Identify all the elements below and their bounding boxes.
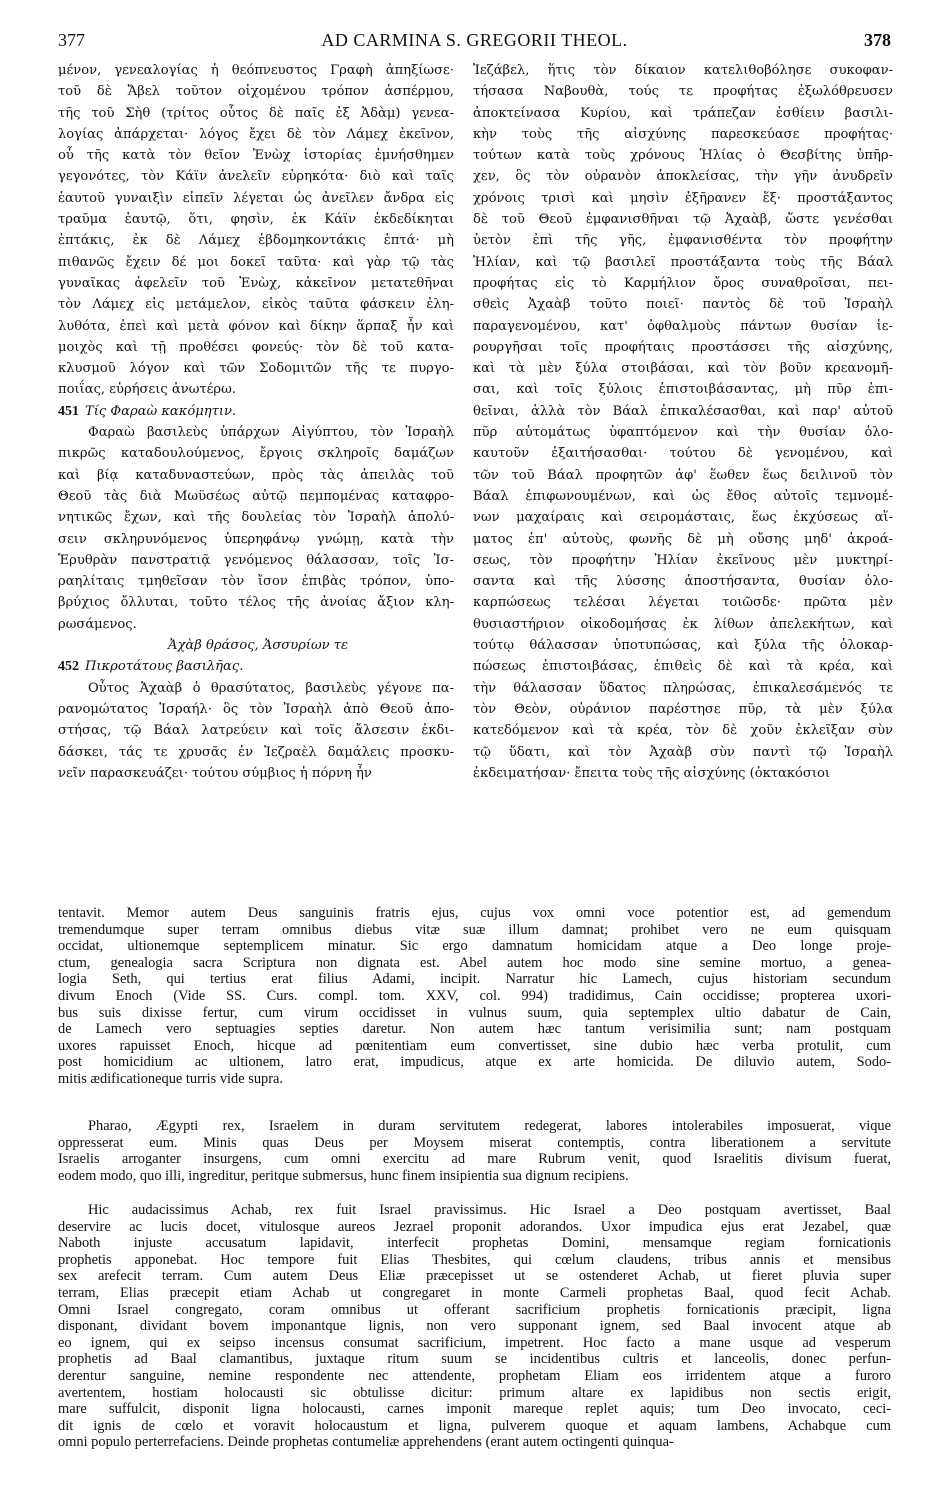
latin-paragraph-2 — [58, 1118, 891, 1184]
greek-column-right — [473, 60, 893, 784]
text-line: ἐκδειματήσαν· ἔπειτα τοὺς τῆς αἰσχύνης (ὀκτακόσιοι — [473, 765, 831, 781]
text-line: γεγονότες, τὸν Κάϊν ἀνελεῖν εὑρηκότα· διὸ καὶ ταῖς — [58, 169, 454, 185]
text-line: γυναῖκας ἀφελεῖν τοῦ Ἐνὼχ, κἀκεῖνον μετατεθῆναι — [58, 275, 454, 291]
text-line: terram, Elias præcepit etiam Achab ut congregaret in monte Carmeli prophetas Baal, quod fecit Achab. — [58, 1284, 891, 1301]
text-line: χεν, ὃς τὸν οὐρανὸν ἀποκλείσας, τὴν γῆν ἀνυδρεῖν — [473, 169, 893, 185]
text-line: prophetis ad Baal clamantibus, juxtaque ritum suum se incidentibus cultris et lanceolis, donec perfun- — [58, 1351, 891, 1368]
greek-paragraph — [58, 422, 454, 635]
text-line: post homicidium ac ultionem, latro erat, impudicus, atque ex arte homicida. De diluvio autem, Sodo- — [58, 1054, 891, 1071]
text-line: λυθότα, ἐπεὶ καὶ μετὰ φόνον καὶ δίκην ἅρπαξ ἦν καὶ — [58, 318, 454, 334]
text-line: κλυσμοῦ λόγον καὶ τῶν Σοδομιτῶν τῆς τε πυργο- — [58, 361, 454, 377]
text-line: νεῖν παρασκευάζει· τούτου σύμβιος ἡ πόρνη ἦν — [58, 765, 372, 781]
text-line: τραῦμα ἑαυτῷ, ὅτι, φησὶν, ἐκ Κάϊν ἐκδεδίκηται — [58, 212, 454, 228]
text-line: Φαραὼ βασιλεὺς ὑπάρχων Αἰγύπτου, τὸν Ἰσραὴλ — [88, 425, 454, 441]
text-line: Ἠλίαν, καὶ τῷ βασιλεῖ προστάξαντα τοὺς τῆς Βάαλ — [473, 254, 893, 270]
text-line: σαντα καὶ τῆς λύσσης ἀποστήσαντα, θυσίαν ὁλο- — [473, 574, 893, 590]
text-line: mare suffulcit, disponit ligna holocausti, carnes imponit mareque replet aquis; tum Deo invocato, ceci- — [58, 1401, 891, 1418]
text-line: eo ignem, qui ex seipso incensus consumat sacrificium, impetrent. Hoc facto a mane usque ad vesperum — [58, 1334, 891, 1351]
running-title: AD CARMINA S. GREGORII THEOL. — [321, 30, 628, 50]
text-line: σαι, καὶ τοῖς ξύλοις ἐπιστοιβάσαντας, μὴ πῦρ ἐπι- — [473, 382, 893, 398]
text-line: σειν σκληρυνόμενος ὑπερηφάνῳ γνώμῃ, κατὰ τὴν — [58, 531, 454, 547]
page-number-left: 377 — [58, 30, 85, 50]
text-line: τῷ ὕδατι, καὶ τὸν Ἀχαὰβ σὺν παντὶ τῷ Ἰσραὴλ — [473, 744, 893, 760]
text-line: avertentem, hostiam holocausti sic obtulisse dicitur: primum altare ex lapidibus non sectis erigit, — [58, 1384, 891, 1401]
text-line: dit ignis de cœlo et voravit holocaustum et ligna, pulverem quoque et aquam lambens, Achabque cum — [58, 1417, 891, 1434]
text-line: στήσας, τῷ Βάαλ λατρεύειν καὶ τοῖς ἄλσεσιν ἐκδι- — [58, 723, 454, 739]
text-line: deservire ac lucis docet, vitulosque aureos Jezrael proponit adorandos. Uxor impudica ejus erat Jezabel, quæ — [58, 1218, 891, 1235]
text-line: ποιΐας, εὑρήσεις ἀνωτέρω. — [58, 382, 236, 398]
text-line: Naboth injuste accusatum lapidavit, interfecit prophetas Domini, mensamque regiam fornicationis — [58, 1235, 891, 1252]
text-line: Οὗτος Ἀχαὰβ ὁ θρασύτατος, βασιλεὺς γέγονε πα- — [88, 680, 454, 696]
text-line: πιθανῶς ἔχειν δέ μοι δοκεῖ ταῦτα· καὶ γὰρ τῷ τὰς — [58, 254, 454, 270]
latin-paragraph-1 — [58, 905, 891, 1088]
text-line: τὴν θάλασσαν ὕδατος πληρώσας, ἐπικαλεσάμενός τε — [473, 680, 893, 696]
text-line: κατεδόμενον καὶ τὰ κρέα, τὸν δὲ χοῦν ἐκλεῖξαν σὺν — [473, 723, 893, 739]
text-line: Βάαλ ἐπιφωνουμένων, καὶ ὡς ἔθος αὐτοῖς τεμνομέ- — [473, 488, 893, 504]
text-line: ὑετὸν ἐπὶ τῆς γῆς, ἐμφανισθέντα τὸν προφήτην — [473, 233, 893, 249]
text-line: tremendumque super terram omnibus diebus vitæ suæ illum damnat; prohibet vero ne eum quisquam — [58, 921, 891, 938]
text-line: παραγενομένου, κατ' ὀφθαλμοὺς πάντων θυσίαν ἱε- — [473, 318, 893, 334]
text-line: θυσιαστήριον οἰκοδομήσας ἐκ λίθων ἀπελεκήτων, καὶ — [473, 616, 893, 632]
text-line: ἀποκτείνασα Κυρίου, καὶ τράπεζαν ἐσθίειν βασιλι- — [473, 105, 893, 121]
column-divider — [463, 60, 464, 860]
text-line: ρανομώτατος Ἰσραήλ· ὃς τὸν Ἰσραὴλ ἀπὸ Θεοῦ ἀπο- — [58, 701, 454, 717]
text-line: τήσασα Ναβουθὰ, τούς τε προφήτας ἐξωλόθρευσεν — [473, 84, 893, 100]
latin-paragraph-3 — [58, 1202, 891, 1451]
text-line: τῶν τοῦ Βάαλ προφητῶν ἀφ' ἕωθεν ἕως δειλινοῦ τὸν — [473, 467, 893, 483]
text-line: δὲ τοῦ Θεοῦ ἐμφανισθῆναι τῷ Ἀχαὰβ, ὥστε γενέσθαι — [473, 212, 893, 228]
text-line: πῦρ αὐτομάτως ὑφαπτόμενον καὶ τὴν θυσίαν ὁλο- — [473, 425, 893, 441]
text-line: Hic audacissimus Achab, rex fuit Israel pravissimus. Hic Israel a Deo postquam avertisset, Baal — [88, 1202, 891, 1218]
text-line: χρόνοις τρισὶ καὶ μησὶν ἐξῆρανεν ἕξ· προστάξαντος — [473, 190, 893, 206]
text-line: θεῖναι, ἀλλὰ τὸν Βάαλ ἐπικαλέσασθαι, καὶ παρ' αὐτοῦ — [473, 403, 893, 419]
item-451-heading — [58, 401, 454, 422]
item-452-heading-line1 — [58, 635, 454, 656]
text-line: ματος ἐπ' αὐτοὺς, φωνῆς δὲ μὴ οὔσης μηδ' ἀκροά- — [473, 531, 893, 547]
text-line: ραηλίταις τμηθεῖσαν τὸν ἴσον ἐπιβὰς τρόπον, ὑπο- — [58, 574, 454, 590]
text-line: ρωσάμενος. — [58, 616, 137, 632]
text-line: Ἐρυθρὰν πανστρατιᾷ γενόμενος θάλασσαν, τοῖς Ἰσ- — [58, 552, 454, 568]
text-line: Israelis arroganter insurgens, cum omni exercitu ad mare Rubrum venit, quod Israelitis divisum fuerat, — [58, 1151, 891, 1168]
text-line: eodem modo, quo illi, ingreditur, peritque submersus, hunc finem insipientia sua dignum recipiens. — [58, 1167, 629, 1184]
text-line: ctum, genealogia sacra Scriptura non dignata est. Abel autem hoc modo sine semine mortuo, a genea- — [58, 954, 891, 971]
text-line: τούτων κατὰ τοὺς χρόνους Ἠλίας ὁ Θεσβίτης ὑπῆρ- — [473, 148, 893, 164]
text-line: καυτοῦν ἐξαιτήσασθαι· τούτου δὲ γενομένου, καὶ — [473, 446, 893, 462]
text-line: logia Seth, qui tertius erat filius Adami, incipit. Narratur hic Lamech, cujus historiam secundum — [58, 971, 891, 988]
text-line: occidat, ultionemque septemplicem minatur. Sic ergo damnatum homicidam atque a Deo longe proje- — [58, 938, 891, 955]
text-line: καὶ τὰ μὲν ξύλα στοιβάσαι, καὶ τὸν βοῦν κρεανομῆ- — [473, 361, 893, 377]
text-line: Θεοῦ τὰς διὰ Μωϋσέως αὐτῷ πεμπομένας καταφρο- — [58, 488, 454, 504]
text-line: καὶ βίᾳ καταδυναστεύων, πρὸς τὰς ἀπειλὰς τοῦ — [58, 467, 454, 483]
text-line: ἑαυτοῦ γυναιξὶν εἰπεῖν λέγεται ὡς ἀνεῖλεν ἄνδρα εἰς — [58, 190, 454, 206]
text-line: τῆς τοῦ Σὴθ (τρίτος οὗτος δὲ παῖς ἐξ Ἀδὰμ) γενεα- — [58, 105, 454, 121]
item-number: 451 — [58, 403, 79, 419]
text-line: τούτῳ θάλασσαν ὑποτυπώσας, καὶ ξύλα τῆς ὁλοκαρ- — [473, 638, 893, 654]
text-line: μοιχὸς καὶ τῇ προθέσει φονεύς· τὸν δὲ τοῦ κατα- — [58, 339, 454, 355]
text-line: de Lamech vero septuagies septies daretur. Non autem hæc tantum verisimilia sunt; nam postquam — [58, 1021, 891, 1038]
greek-paragraph — [58, 678, 454, 784]
text-line: πικρῶς καταδουλούμενος, ἔργοις σκληροῖς δαμάζων — [58, 446, 454, 462]
text-line: ἑπτάκις, ἐκ δὲ Λάμεχ ἑβδομηκοντάκις ἑπτά· μὴ — [58, 233, 454, 249]
text-line: Pharao, Ægypti rex, Israelem in duram servitutem redegerat, labores intolerabiles imposuerat, vique — [88, 1118, 891, 1134]
text-line: derentur sanguine, nemine respondente nec attendente, prophetam Eliam eos irridentem atque a furoro — [58, 1367, 891, 1384]
text-line: πώσεως ἐπιστοιβάσας, ἐπιθεὶς δὲ καὶ τὰ κρέα, καὶ — [473, 659, 893, 675]
text-line: βρύχιος ὄλλυται, τοῦτο τέλος τῆς ἀνοίας ἄξιον κλη- — [58, 595, 454, 611]
item-title: Πικροτάτους βασιλῆας. — [85, 659, 244, 675]
text-line: τὸν Θεὸν, οὐράνιον παρέστησε πῦρ, τὰ μὲν ξύλα — [473, 701, 893, 717]
text-line: oppresserat eum. Minis quas Deus per Moysem miserat contemptis, contra liberationem a servitute — [58, 1134, 891, 1151]
text-line: νητικῶς ἔχων, καὶ τῆς δουλείας τὸν Ἰσραὴλ ἀπολύ- — [58, 510, 454, 526]
text-line: tentavit. Memor autem Deus sanguinis fratris ejus, cujus vox omni voce potentior est, ad gemendum — [58, 905, 891, 921]
item-title: Τίς Φαραὼ κακόμητιν. — [85, 403, 237, 419]
item-title: Ἀχὰβ θράσος, Ἀσσυρίων τε — [168, 638, 349, 654]
text-line: prophetis apponebat. Hoc tempore fuit Elias Thesbites, qui cœlum claudens, tribus annis et mensibus — [58, 1251, 891, 1268]
text-line: καρπώσεως τελέσαι λέγεται τοιῶσδε· πρῶτα μὲν — [473, 595, 893, 611]
text-line: divum Enoch (Vide SS. Curs. compl. tom. XXV, col. 994) tradidimus, Cain occidisse; propterea uxori- — [58, 987, 891, 1004]
text-line: δάσκει, τάς τε χρυσᾶς ἐν Ἰεζραὲλ δαμάλεις προσκυ- — [58, 744, 454, 760]
text-line: Omni Israel congregato, coram omnibus ut offerant sacrificium prophetis fornicationis præcipit, ligna — [58, 1301, 891, 1318]
text-line: προφήτας εἰς τὸ Καρμήλιον ὄρος συναθροῖσαι, πει- — [473, 275, 893, 291]
page-number-right: 378 — [864, 30, 891, 50]
text-line: disponant, dividant bovem imponantque lignis, non vero supponant ignem, sed Baal invocent atque ab — [58, 1318, 891, 1335]
running-header — [58, 30, 891, 56]
text-line: σεως, τὸν προφήτην Ἠλίαν ἐκεῖνους μὲν μυκτηρί- — [473, 552, 893, 568]
text-line: uxores rapuisset Enoch, hicque ad pœnitentiam eum convertisset, sine dubio hæc verba protulit, cum — [58, 1037, 891, 1054]
text-line: bus suis dixisse fertur, cum virum occidisset in vulnus suum, quia septemplex ultio dabatur de Cain, — [58, 1004, 891, 1021]
text-line: τὸν Λάμεχ εἰς μετάμελον, εἰκὸς ταῦτα φάσκειν ἐλη- — [58, 297, 454, 313]
text-line: mitis ædificationeque turris vide supra. — [58, 1070, 284, 1087]
greek-column-left — [58, 60, 454, 784]
text-line: μένον, γενεαλογίας ἡ θεόπνευστος Γραφὴ ἀπηξίωσε· — [58, 63, 454, 78]
text-line: sex arefecit terram. Cum autem Deus Eliæ præcepisset ut se ostenderet Achab, ut fieret pluvia super — [58, 1268, 891, 1285]
text-line: Ἰεζάβελ, ἥτις τὸν δίκαιον κατελιθοβόλησε συκοφαν- — [473, 63, 893, 78]
text-line: κὴν τοὺς τῆς αἰσχύνης παρεσκεύασε προφήτας· — [473, 126, 893, 142]
text-line: νων μαχαίραις καὶ σειρομάσταις, ἕως ἐκχύσεως αἵ- — [473, 510, 893, 526]
item-number: 452 — [58, 659, 79, 675]
greek-paragraph — [58, 60, 454, 401]
text-line: τοῦ δὲ Ἄβελ τοῦτον οἰχομένου τρόπον ἀσπέρμου, — [58, 84, 454, 100]
text-line: οὗ τῆς κατὰ τὸν θεῖον Ἐνὼχ ἱστορίας ἐμνήσθημεν — [58, 148, 454, 164]
item-452-heading-line2 — [58, 656, 454, 677]
text-line: ρουργῆσαι τοῖς προφήταις προστάσσει τῆς αἰσχύνης, — [473, 339, 893, 355]
text-line: omni populo perterrefaciens. Deinde prophetas contumeliæ apprehendens (erant autem octingenti quinqua- — [58, 1434, 674, 1451]
text-line: λογίας ἀπάρχεται· λόγος ἔχει δὲ τὸν Λάμεχ ἐκεῖνον, — [58, 126, 454, 142]
text-line: σθεὶς Ἀχαὰβ τοῦτο ποιεῖ· παντὸς δὲ τοῦ Ἰσραὴλ — [473, 297, 893, 313]
